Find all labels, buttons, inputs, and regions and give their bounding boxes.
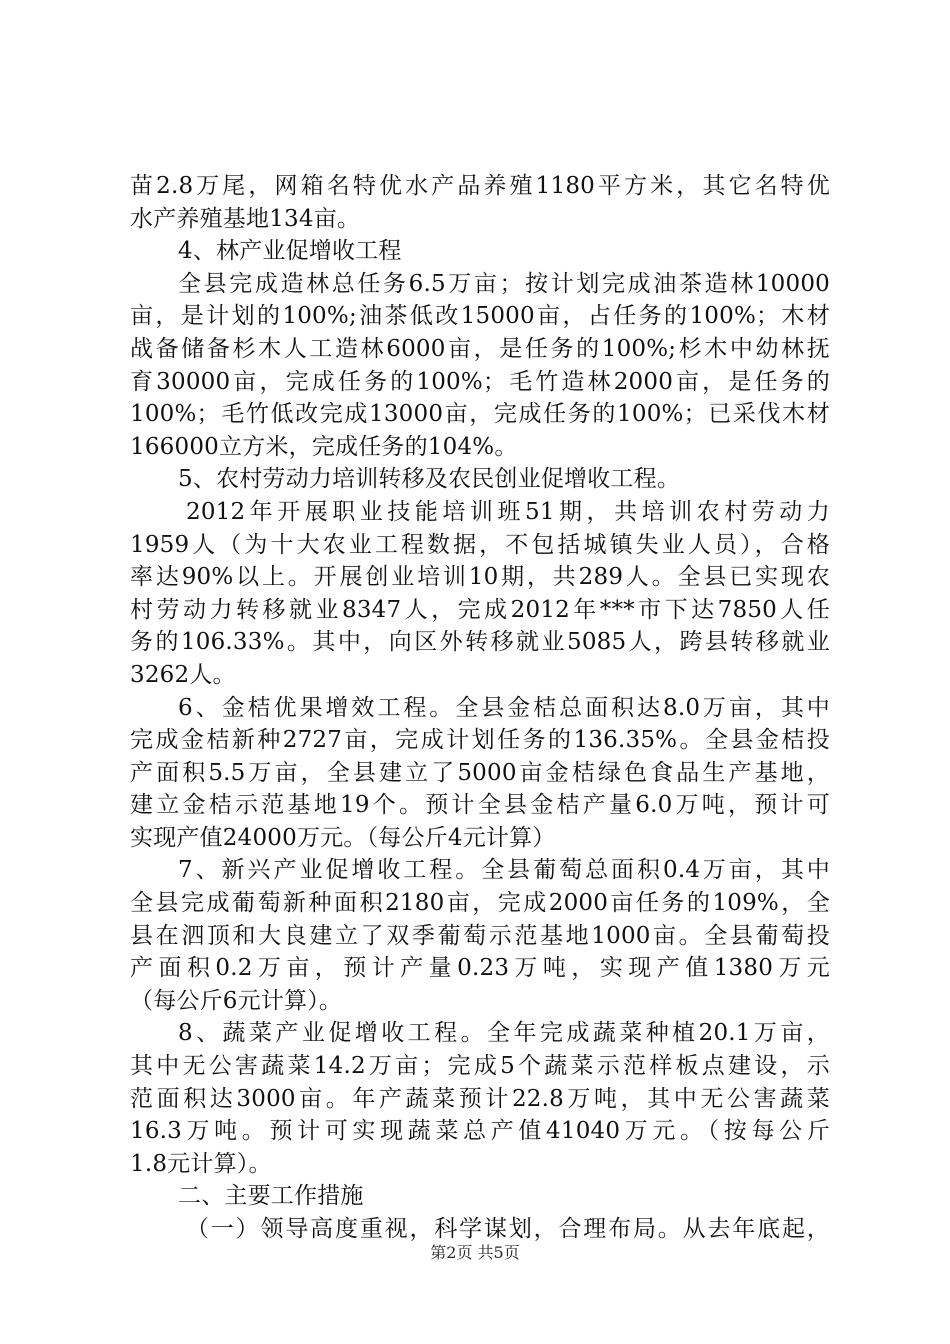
text-line: 4、林产业促增收工程	[178, 238, 402, 265]
text-line: 建立金桔示范基地19个。预计全县金桔产量6.0万吨，预计可	[130, 792, 830, 819]
text-line: 完成金桔新种2727亩，完成计划任务的136.35%。全县金桔投	[130, 727, 830, 754]
text-line: 7、新兴产业促增收工程。全县葡萄总面积0.4万亩，其中	[178, 857, 830, 884]
text-line: 亩，是计划的100%;油茶低改15000亩，占任务的100%；木材	[130, 303, 830, 330]
text-line: 范面积达3000亩。年产蔬菜预计22.8万吨，其中无公害蔬菜	[130, 1085, 830, 1112]
text-line: 其中无公害蔬菜14.2万亩；完成5个蔬菜示范样板点建设，示	[130, 1053, 830, 1080]
text-line: 水产养殖基地134亩。	[130, 205, 361, 232]
text-line: 产面积0.2万亩，预计产量0.23万吨，实现产值1380万元	[130, 955, 830, 982]
text-line: 6、金桔优果增效工程。全县金桔总面积达8.0万亩，其中	[178, 694, 830, 721]
text-line: 苗2.8万尾，网箱名特优水产品养殖1180平方米，其它名特优	[130, 173, 830, 199]
text-line: （一）领导高度重视，科学谋划，合理布局。从去年底起，	[186, 1216, 830, 1242]
text-line: 5、农村劳动力培训转移及农民创业促增收工程。	[178, 466, 681, 493]
text-line: 战备储备杉木人工造林6000亩，是任务的100%;杉木中幼林抚	[130, 335, 830, 362]
text-line: 率达90%以上。开展创业培训10期，共289人。全县已实现农	[130, 564, 830, 591]
text-line: 二、主要工作措施	[178, 1183, 364, 1210]
text-line: 100%；毛竹低改完成13000亩，完成任务的100%；已采伐木材	[130, 401, 830, 428]
text-line: 1.8元计算）。	[130, 1150, 272, 1177]
document-body	[130, 170, 830, 1246]
text-line: 16.3万吨。预计可实现蔬菜总产值41040万元。（按每公斤	[130, 1118, 830, 1145]
text-line: 县在泗顶和大良建立了双季葡萄示范基地1000亩。全县葡萄投	[130, 922, 830, 949]
text-line: 全县完成葡萄新种面积2180亩，完成2000亩任务的109%，全	[130, 890, 830, 917]
text-line: 全县完成造林总任务6.5万亩；按计划完成油茶造林10000	[178, 270, 830, 297]
text-line: 1959人（为十大农业工程数据，不包括城镇失业人员），合格	[130, 531, 830, 558]
text-line: 务的106.33%。其中，向区外转移就业5085人，跨县转移就业	[130, 629, 830, 656]
text-line: 166000立方米，完成任务的104%。	[130, 433, 518, 460]
text-line: 育30000亩，完成任务的100%；毛竹造林2000亩，是任务的	[130, 368, 830, 395]
text-line: 2012年开展职业技能培训班51期，共培训农村劳动力	[186, 498, 830, 525]
text-line: 村劳动力转移就业8347人，完成2012年***市下达7850人任	[130, 596, 830, 623]
text-line: 8、蔬菜产业促增收工程。全年完成蔬菜种植20.1万亩，	[178, 1020, 830, 1047]
text-line: 产面积5.5万亩，全县建立了5000亩金桔绿色食品生产基地，	[130, 759, 830, 786]
page-footer: 第2页 共5页	[430, 1243, 520, 1262]
text-line: 3262人。	[130, 661, 236, 688]
text-line: 实现产值24000万元。（每公斤4元计算）	[130, 824, 556, 851]
text-line: （每公斤6元计算）。	[130, 987, 343, 1014]
